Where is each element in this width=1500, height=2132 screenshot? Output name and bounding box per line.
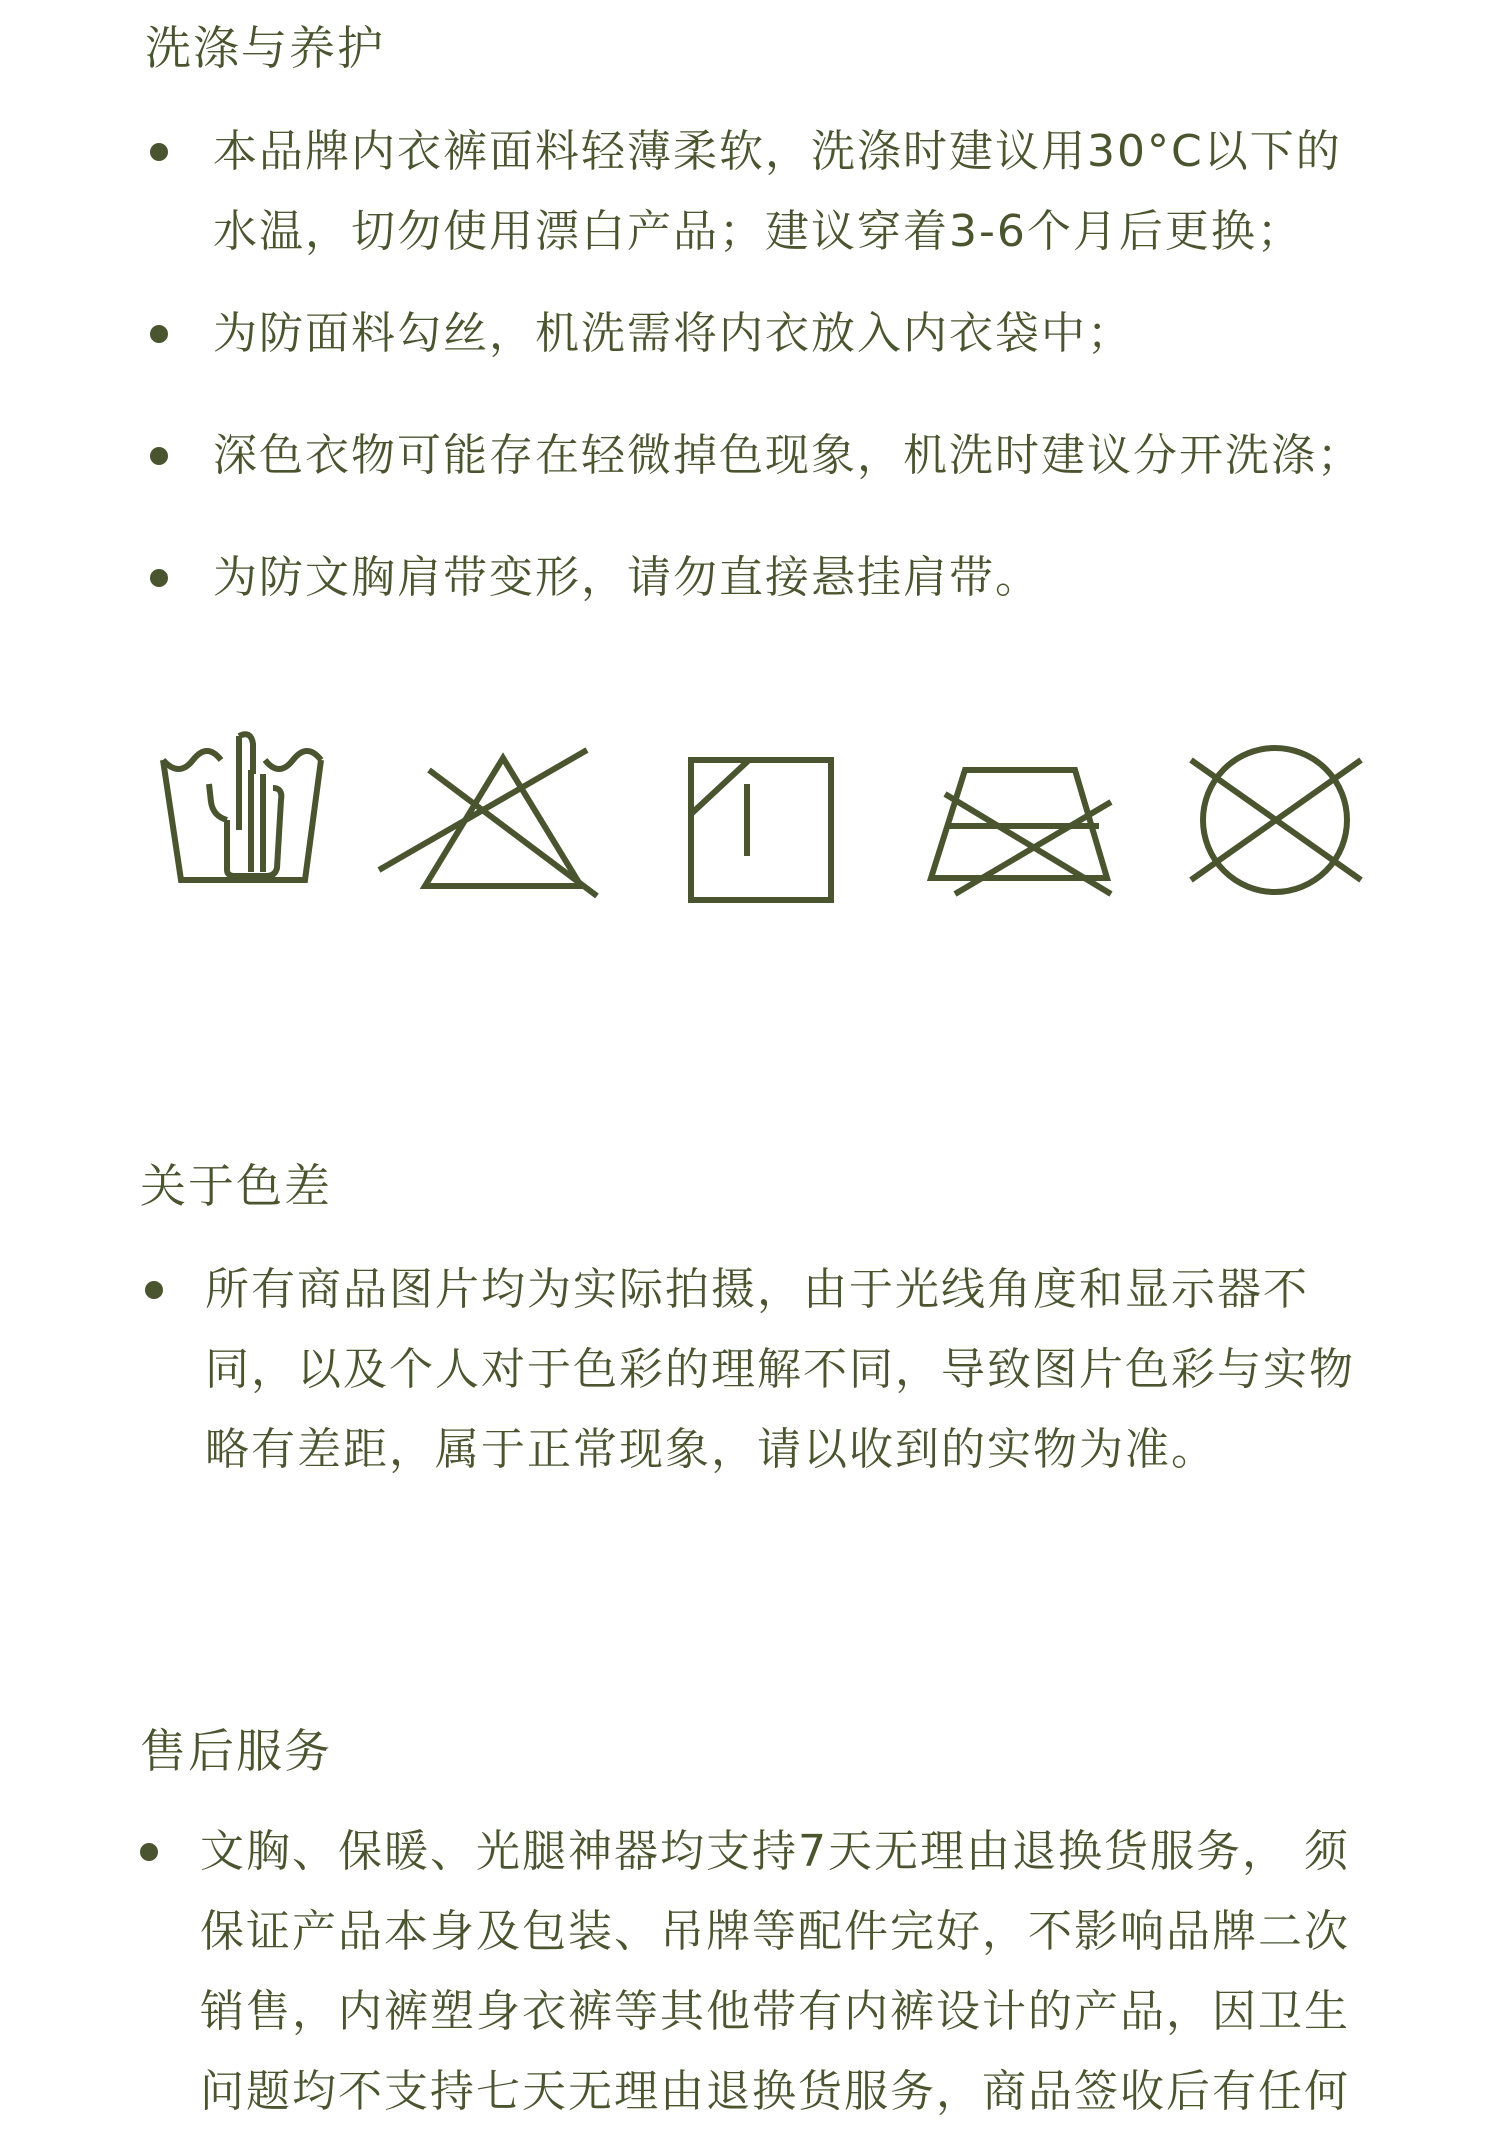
- do-not-iron-icon: [925, 730, 1125, 910]
- after-sales-text: 文胸、保暖、光腿神器均支持7天无理由退换货服务， 须保证产品本身及包装、吊牌等配件完好，不影响品牌二次销售，内裤塑身衣裤等其他带有内裤设计的产品，因卫生问题均不支持七天无理由退换货服务，商品签收后有任何: [200, 1826, 1350, 2117]
- bullet-dot: [150, 325, 168, 343]
- list-item: [150, 538, 1385, 618]
- hand-wash-icon: [155, 730, 330, 910]
- care-item-text: 本品牌内衣裤面料轻薄柔软，洗涤时建议用30°C以下的水温，切勿使用漂白产品；建议穿着3-6个月后更换；: [213, 126, 1342, 257]
- list-item: [145, 1250, 1385, 1490]
- color-note-list: [145, 1250, 1385, 1490]
- care-list: [150, 112, 1385, 618]
- bullet-dot: [140, 1843, 158, 1861]
- care-item-text: 为防文胸肩带变形，请勿直接悬挂肩带。: [213, 552, 1041, 603]
- color-note-section-title: 关于色差: [140, 1159, 332, 1213]
- care-item-text: 深色衣物可能存在轻微掉色现象，机洗时建议分开洗涤；: [213, 430, 1363, 481]
- care-symbols: [150, 730, 1390, 910]
- list-item: [150, 416, 1385, 496]
- color-note-text: 所有商品图片均为实际拍摄，由于光线角度和显示器不同，以及个人对于色彩的理解不同，导致图片色彩与实物略有差距，属于正常现象，请以收到的实物为准。: [205, 1264, 1355, 1475]
- drip-dry-icon: [685, 730, 845, 910]
- after-sales-list: [140, 1812, 1385, 2132]
- list-item: [140, 1812, 1385, 2132]
- care-section-title: 洗涤与养护: [145, 21, 385, 75]
- list-item: [150, 294, 1385, 374]
- bullet-dot: [150, 143, 168, 161]
- bullet-dot: [150, 447, 168, 465]
- do-not-tumble-dry-icon: [1185, 730, 1375, 910]
- list-item: [150, 112, 1385, 272]
- after-sales-section-title: 售后服务: [140, 1724, 332, 1778]
- care-item-text: 为防面料勾丝，机洗需将内衣放入内衣袋中；: [213, 308, 1133, 359]
- bullet-dot: [150, 569, 168, 587]
- bullet-dot: [145, 1281, 163, 1299]
- do-not-bleach-icon: [375, 730, 605, 910]
